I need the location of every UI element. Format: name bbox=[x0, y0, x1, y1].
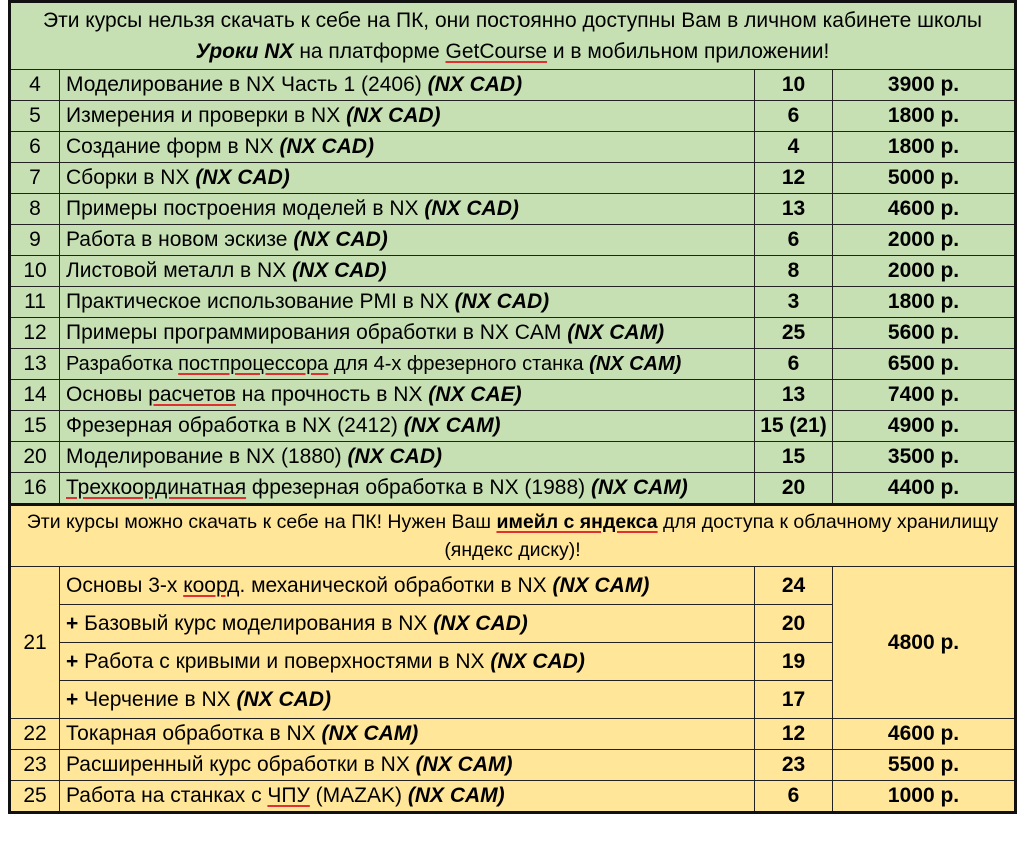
course-hours: 8 bbox=[755, 256, 833, 287]
course-hours: 4 bbox=[755, 132, 833, 163]
course-price: 4400 р. bbox=[833, 473, 1016, 505]
course-title: Основы 3-х коорд. механической обработки в NX (NX CAM) bbox=[60, 567, 755, 605]
section1-note-text: Эти курсы нельзя скачать к себе на ПК, они постоянно доступны Вам в личном кабинете школы bbox=[43, 9, 983, 32]
course-number: 4 bbox=[10, 70, 60, 101]
course-number: 14 bbox=[10, 380, 60, 411]
course-tag: (NX CAM) bbox=[407, 784, 505, 807]
course-title: Токарная обработка в NX (NX CAM) bbox=[60, 719, 755, 750]
course-hours: 12 bbox=[755, 719, 833, 750]
bundle-price: 4800 р. bbox=[833, 567, 1016, 719]
course-hours: 25 bbox=[755, 318, 833, 349]
section1-note-text: на платформе bbox=[293, 40, 446, 63]
table-row bbox=[10, 194, 1016, 225]
platform-name: GetCourse bbox=[445, 40, 548, 63]
course-title: Моделирование в NX Часть 1 (2406) (NX CAD) bbox=[60, 70, 755, 101]
course-hours: 3 bbox=[755, 287, 833, 318]
course-title: Сборки в NX (NX CAD) bbox=[60, 163, 755, 194]
course-title: Фрезерная обработка в NX (2412) (NX CAM) bbox=[60, 411, 755, 442]
course-hours: 23 bbox=[755, 750, 833, 781]
course-tag: (NX CAD) bbox=[347, 445, 443, 468]
course-hours: 13 bbox=[755, 380, 833, 411]
table-row bbox=[10, 473, 1016, 505]
course-tag: (NX CAD) bbox=[292, 259, 387, 282]
course-number: 16 bbox=[10, 473, 60, 505]
course-title: Трехкоординатная фрезерная обработка в NX (1988) (NX CAM) bbox=[60, 473, 755, 505]
course-number: 7 bbox=[10, 163, 60, 194]
course-title: Расширенный курс обработки в NX (NX CAM) bbox=[60, 750, 755, 781]
course-hours: 19 bbox=[755, 643, 833, 681]
course-tag: (NX CAD) bbox=[293, 228, 388, 251]
course-tag: (NX CAM) bbox=[403, 414, 501, 437]
yandex-email-note: имейл с яндекса bbox=[496, 511, 658, 533]
course-tag: (NX CAM) bbox=[552, 573, 650, 597]
course-title: Моделирование в NX (1880) (NX CAD) bbox=[60, 442, 755, 473]
course-number: 6 bbox=[10, 132, 60, 163]
course-title: + Черчение в NX (NX CAD) bbox=[60, 681, 755, 719]
course-price: 5000 р. bbox=[833, 163, 1016, 194]
bundle-row bbox=[10, 567, 1016, 605]
table-row bbox=[10, 256, 1016, 287]
course-hours: 20 bbox=[755, 473, 833, 505]
course-price: 4600 р. bbox=[833, 719, 1016, 750]
course-number: 12 bbox=[10, 318, 60, 349]
course-price: 4900 р. bbox=[833, 411, 1016, 442]
course-price: 3500 р. bbox=[833, 442, 1016, 473]
course-hours: 20 bbox=[755, 605, 833, 643]
table-row bbox=[10, 225, 1016, 256]
course-tag: (NX CAM) bbox=[321, 722, 419, 745]
course-title: Основы расчетов на прочность в NX (NX CAE) bbox=[60, 380, 755, 411]
course-price: 3900 р. bbox=[833, 70, 1016, 101]
course-title: + Работа с кривыми и поверхностями в NX (NX CAD) bbox=[60, 643, 755, 681]
course-number: 25 bbox=[10, 781, 60, 813]
course-number: 8 bbox=[10, 194, 60, 225]
table-row bbox=[10, 442, 1016, 473]
course-hours: 6 bbox=[755, 349, 833, 380]
course-number: 21 bbox=[10, 567, 60, 719]
table-row bbox=[10, 750, 1016, 781]
course-hours: 6 bbox=[755, 101, 833, 132]
course-tag: (NX CAM) bbox=[589, 352, 682, 375]
course-number: 11 bbox=[10, 287, 60, 318]
course-title: Практическое использование PMI в NX (NX CAD) bbox=[60, 287, 755, 318]
course-price: 1800 р. bbox=[833, 132, 1016, 163]
course-price: 6500 р. bbox=[833, 349, 1016, 380]
course-title: Работа на станках с ЧПУ (MAZAK) (NX CAM) bbox=[60, 781, 755, 813]
section1-header-row bbox=[10, 2, 1016, 70]
course-tag: (NX CAD) bbox=[427, 73, 523, 96]
course-price: 2000 р. bbox=[833, 225, 1016, 256]
course-tag: (NX CAD) bbox=[346, 104, 441, 127]
section2-note-text: для доступа к облачному хранилищу (яндекс диску)! bbox=[444, 511, 999, 561]
table-row bbox=[10, 287, 1016, 318]
course-price: 1800 р. bbox=[833, 101, 1016, 132]
course-hours: 24 bbox=[755, 567, 833, 605]
course-number: 20 bbox=[10, 442, 60, 473]
course-hours: 12 bbox=[755, 163, 833, 194]
course-tag: (NX CAD) bbox=[236, 687, 331, 711]
table-row bbox=[10, 349, 1016, 380]
course-title: + Базовый курс моделирования в NX (NX CAD) bbox=[60, 605, 755, 643]
course-price: 1000 р. bbox=[833, 781, 1016, 813]
course-title: Создание форм в NX (NX CAD) bbox=[60, 132, 755, 163]
course-tag: (NX CAD) bbox=[433, 611, 528, 635]
course-tag: (NX CAD) bbox=[424, 197, 519, 220]
course-number: 10 bbox=[10, 256, 60, 287]
course-number: 23 bbox=[10, 750, 60, 781]
course-price: 5500 р. bbox=[833, 750, 1016, 781]
section2-header-row bbox=[10, 505, 1016, 567]
course-tag: (NX CAD) bbox=[195, 166, 290, 189]
course-price: 5600 р. bbox=[833, 318, 1016, 349]
section2-note bbox=[10, 505, 1016, 567]
table-row bbox=[10, 719, 1016, 750]
table-row bbox=[10, 411, 1016, 442]
table-row bbox=[10, 132, 1016, 163]
course-title: Примеры построения моделей в NX (NX CAD) bbox=[60, 194, 755, 225]
course-title: Разработка постпроцессора для 4-х фрезерного станка (NX CAM) bbox=[60, 349, 755, 380]
table-row bbox=[10, 781, 1016, 813]
course-hours: 10 bbox=[755, 70, 833, 101]
course-number: 22 bbox=[10, 719, 60, 750]
course-hours: 17 bbox=[755, 681, 833, 719]
course-hours: 6 bbox=[755, 781, 833, 813]
course-price-table bbox=[8, 0, 1017, 814]
section2-note-text: Эти курсы можно скачать к себе на ПК! Нужен Ваш bbox=[26, 511, 497, 533]
section1-note bbox=[10, 2, 1016, 70]
course-tag: (NX CAD) bbox=[279, 135, 374, 158]
course-tag: (NX CAE) bbox=[428, 383, 522, 406]
course-title: Работа в новом эскизе (NX CAD) bbox=[60, 225, 755, 256]
course-hours: 15 bbox=[755, 442, 833, 473]
table-row bbox=[10, 101, 1016, 132]
course-number: 5 bbox=[10, 101, 60, 132]
course-tag: (NX CAM) bbox=[567, 321, 665, 344]
course-title: Измерения и проверки в NX (NX CAD) bbox=[60, 101, 755, 132]
course-tag: (NX CAM) bbox=[590, 476, 688, 499]
course-tag: (NX CAD) bbox=[490, 649, 585, 673]
table-row bbox=[10, 70, 1016, 101]
course-price: 7400 р. bbox=[833, 380, 1016, 411]
table-row bbox=[10, 163, 1016, 194]
course-price: 1800 р. bbox=[833, 287, 1016, 318]
school-name: Уроки NX bbox=[195, 40, 294, 63]
course-price: 4600 р. bbox=[833, 194, 1016, 225]
course-number: 9 bbox=[10, 225, 60, 256]
course-tag: (NX CAM) bbox=[415, 753, 513, 776]
course-price: 2000 р. bbox=[833, 256, 1016, 287]
course-title: Листовой металл в NX (NX CAD) bbox=[60, 256, 755, 287]
course-tag: (NX CAD) bbox=[454, 290, 550, 313]
course-number: 13 bbox=[10, 349, 60, 380]
course-hours: 13 bbox=[755, 194, 833, 225]
course-number: 15 bbox=[10, 411, 60, 442]
section1-note-text: и в мобильном приложении! bbox=[547, 40, 830, 63]
table-row bbox=[10, 318, 1016, 349]
table-row bbox=[10, 380, 1016, 411]
course-hours: 15 (21) bbox=[755, 411, 833, 442]
course-hours: 6 bbox=[755, 225, 833, 256]
course-title: Примеры программирования обработки в NX CAM (NX CAM) bbox=[60, 318, 755, 349]
